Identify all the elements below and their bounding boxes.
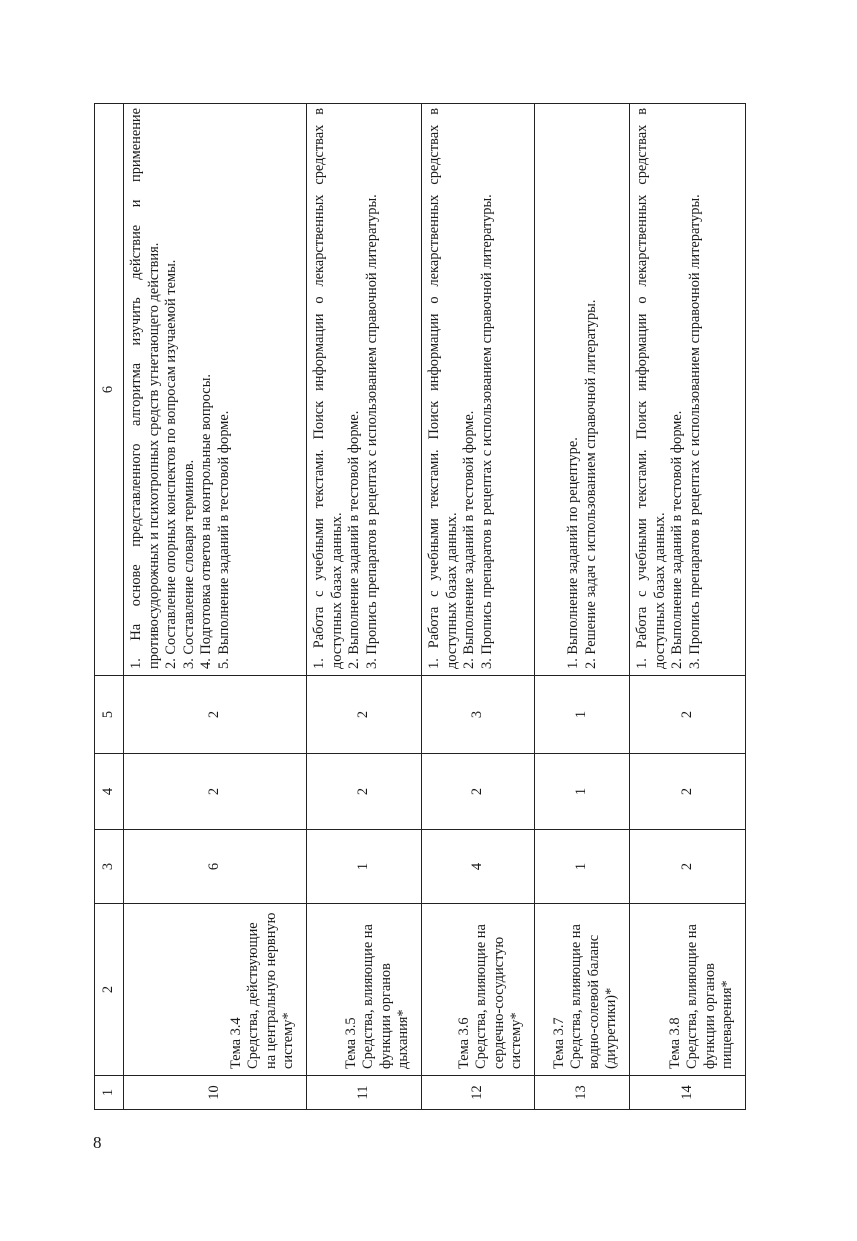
topic-cell	[422, 904, 535, 1076]
task-item: 3. Пропись препаратов в рецептах с использованием справочной литературы.	[686, 194, 703, 669]
value-col-4: 2	[422, 754, 535, 830]
topic-label: Тема 3.4	[227, 1017, 244, 1069]
value-col-3: 4	[422, 830, 535, 904]
tasks-cell	[124, 104, 307, 676]
value-col-3: 2	[630, 830, 746, 904]
topic-cell	[630, 904, 746, 1076]
task-item: 1. На основе представленного алгоритма изучить действие и применение противосудорожных и психотропных средств угнетающего действия.	[128, 108, 162, 669]
task-item: 3. Пропись препаратов в рецептах с использованием справочной литературы.	[363, 194, 380, 669]
study-plan-table	[94, 103, 746, 1110]
value-col-5: 1	[535, 676, 630, 754]
task-item: 1. Работа с учебными текстами. Поиск информации о лекарственных средствах в доступных базах данных.	[311, 108, 345, 669]
value-col-5: 3	[422, 676, 535, 754]
row-number: 10	[124, 1076, 307, 1110]
value-col-4: 2	[630, 754, 746, 830]
value-col-5: 2	[124, 676, 307, 754]
topic-title: Средства, влияющие на водно-солевой баланс (диуретики)*	[568, 924, 620, 1069]
tasks-cell	[535, 104, 630, 676]
value-col-5: 2	[630, 676, 746, 754]
header-col-6: 6	[95, 104, 124, 676]
row-number: 14	[630, 1076, 746, 1110]
task-item: 4. Подготовка ответов на контрольные вопросы.	[198, 374, 215, 669]
task-item: 2. Выполнение заданий в тестовой форме.	[346, 410, 363, 669]
topic-title: Средства, действующие на центральную нервную систему*	[245, 912, 297, 1069]
task-item: 1. Выполнение заданий по рецептуре.	[565, 437, 582, 669]
topic-title: Средства, влияющие на функции органов дыхания*	[360, 924, 412, 1069]
row-number: 12	[422, 1076, 535, 1110]
topic-cell	[124, 904, 307, 1076]
task-item: 1. Работа с учебными текстами. Поиск информации о лекарственных средствах в доступных базах данных.	[426, 108, 460, 669]
task-item: 2. Составление опорных конспектов по вопросам изучаемой темы.	[163, 259, 180, 669]
header-row	[95, 104, 124, 1110]
topic-label: Тема 3.5	[342, 1017, 359, 1069]
page-number: 8	[93, 1133, 102, 1152]
rotated-table-container	[94, 104, 744, 1110]
value-col-3: 6	[124, 830, 307, 904]
tasks-cell	[307, 104, 422, 676]
header-col-2: 2	[95, 904, 124, 1076]
topic-cell	[535, 904, 630, 1076]
topic-cell	[307, 904, 422, 1076]
topic-label: Тема 3.6	[455, 1017, 472, 1069]
table-row	[422, 104, 535, 1110]
task-item: 2. Решение задач с использованием справочной литературы.	[583, 299, 599, 669]
table-row	[124, 104, 307, 1110]
value-col-4: 2	[124, 754, 307, 830]
task-item: 1. Работа с учебными текстами. Поиск информации о лекарственных средствах в доступных базах данных.	[634, 108, 668, 669]
table-row	[535, 104, 630, 1110]
task-item: 5. Выполнение заданий в тестовой форме.	[215, 410, 232, 669]
topic-title: Средства, влияющие на функции органов пищеварения*	[684, 924, 736, 1069]
task-item: 2. Выполнение заданий в тестовой форме.	[669, 410, 686, 669]
table-row	[630, 104, 746, 1110]
task-item: 3. Составление словаря терминов.	[180, 459, 197, 669]
row-number: 13	[535, 1076, 630, 1110]
header-col-3: 3	[95, 830, 124, 904]
topic-label: Тема 3.8	[666, 1017, 683, 1069]
topic-title: Средства, влияющие на сердечно-сосудистую систему*	[473, 924, 525, 1069]
value-col-4: 2	[307, 754, 422, 830]
task-item: 3. Пропись препаратов в рецептах с использованием справочной литературы.	[478, 194, 495, 669]
header-col-1: 1	[95, 1076, 124, 1110]
tasks-cell	[630, 104, 746, 676]
task-item: 2. Выполнение заданий в тестовой форме.	[461, 410, 478, 669]
table-row	[307, 104, 422, 1110]
header-col-5: 5	[95, 676, 124, 754]
header-col-4: 4	[95, 754, 124, 830]
value-col-4: 1	[535, 754, 630, 830]
row-number: 11	[307, 1076, 422, 1110]
value-col-3: 1	[307, 830, 422, 904]
topic-label: Тема 3.7	[550, 1017, 567, 1069]
tasks-cell	[422, 104, 535, 676]
value-col-5: 2	[307, 676, 422, 754]
value-col-3: 1	[535, 830, 630, 904]
